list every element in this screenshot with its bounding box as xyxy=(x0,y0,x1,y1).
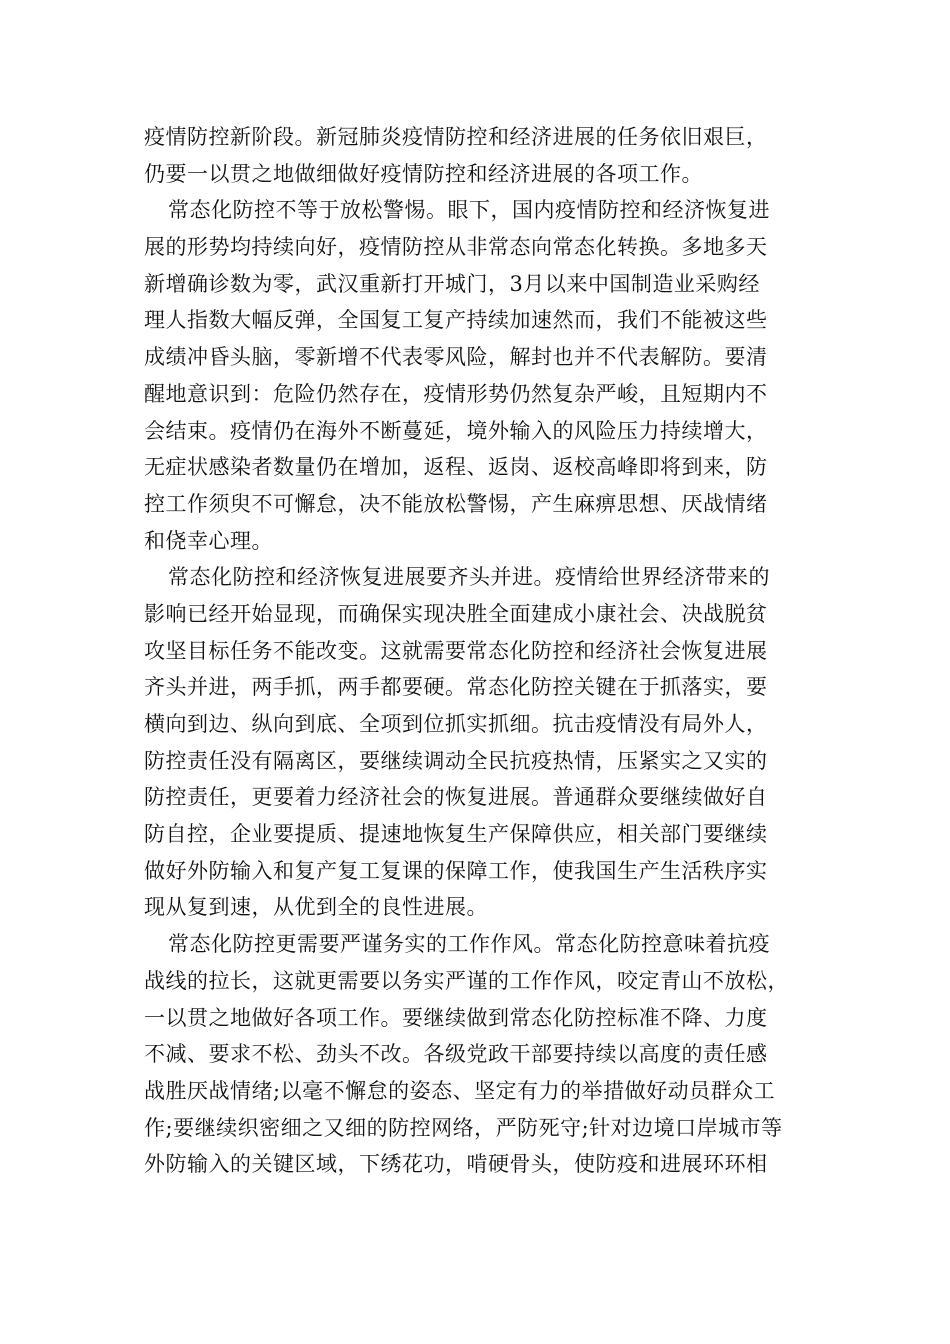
text-line: 现从复到速，从优到全的良性进展。 xyxy=(144,895,488,920)
text-line: 成绩冲昏头脑，零新增不代表零风险，解封也并不代表解防。要清 xyxy=(144,345,768,370)
text-line: 影响已经开始显现，而确保实现决胜全面建成小康社会、决战脱贫 xyxy=(144,601,768,626)
text-line: 防自控，企业要提质、提速地恢复生产保障供应，相关部门要继续 xyxy=(144,822,768,847)
text-line: 攻坚目标任务不能改变。这就需要常态化防控和经济社会恢复进展 xyxy=(144,638,768,663)
text-line: 齐头并进，两手抓，两手都要硬。常态化防控关键在于抓落实，要 xyxy=(144,675,768,700)
text-line: 战线的拉长，这就更需要以务实严谨的工作作风，咬定青山不放松， xyxy=(144,968,789,993)
text-line: 防控责任没有隔离区，要继续调动全民抗疫热情，压紧实之又实的 xyxy=(144,748,768,773)
text-line: 控工作须臾不可懈怠，决不能放松警惕，产生麻痹思想、厌战情绪 xyxy=(144,491,768,516)
text-line: 醒地意识到：危险仍然存在，疫情形势仍然复杂严峻，且短期内不 xyxy=(144,381,768,406)
text-line: 会结束。疫情仍在海外不断蔓延，境外输入的风险压力持续增大， xyxy=(144,418,768,443)
text-line: 战胜厌战情绪;以毫不懈怠的姿态、坚定有力的举措做好动员群众工 xyxy=(144,1078,776,1103)
text-line: 一以贯之地做好各项工作。要继续做到常态化防控标准不降、力度 xyxy=(144,1005,768,1030)
text-line: 展的形势均持续向好，疫情防控从非常态向常态化转换。多地多天 xyxy=(144,235,768,260)
text-line: 常态化防控不等于放松警惕。眼下，国内疫情防控和经济恢复进 xyxy=(168,198,770,223)
document-body xyxy=(144,119,810,1183)
text-line: 横向到边、纵向到底、全项到位抓实抓细。抗击疫情没有局外人， xyxy=(144,712,768,736)
text-line: 外防输入的关键区域，下绣花功，啃硬骨头，使防疫和进展环环相 xyxy=(144,1152,768,1177)
text-line: 和侥幸心理。 xyxy=(144,528,273,553)
text-line: 常态化防控更需要严谨务实的工作作风。常态化防控意味着抗疫 xyxy=(168,932,770,957)
text-line: 常态化防控和经济恢复进展要齐头并进。疫情给世界经济带来的 xyxy=(168,565,770,590)
text-line: 作;要继续织密细之又细的防控网络，严防死守;针对边境口岸城市等 xyxy=(144,1115,783,1140)
text-line: 新增确诊数为零，武汉重新打开城门，3月以来中国制造业采购经 xyxy=(144,271,760,296)
text-line: 疫情防控新阶段。新冠肺炎疫情防控和经济进展的任务依旧艰巨， xyxy=(144,125,768,149)
text-line: 无症状感染者数量仍在增加，返程、返岗、返校高峰即将到来，防 xyxy=(144,455,768,480)
text-line: 仍要一以贯之地做细做好疫情防控和经济进展的各项工作。 xyxy=(144,161,703,186)
text-line: 理人指数大幅反弹，全国复工复产持续加速然而，我们不能被这些 xyxy=(144,308,768,333)
text-line: 不减、要求不松、劲头不改。各级党政干部要持续以高度的责任感 xyxy=(144,1042,768,1067)
text-line: 做好外防输入和复产复工复课的保障工作，使我国生产生活秩序实 xyxy=(144,858,768,883)
text-line: 防控责任，更要着力经济社会的恢复进展。普通群众要继续做好自 xyxy=(144,785,768,810)
